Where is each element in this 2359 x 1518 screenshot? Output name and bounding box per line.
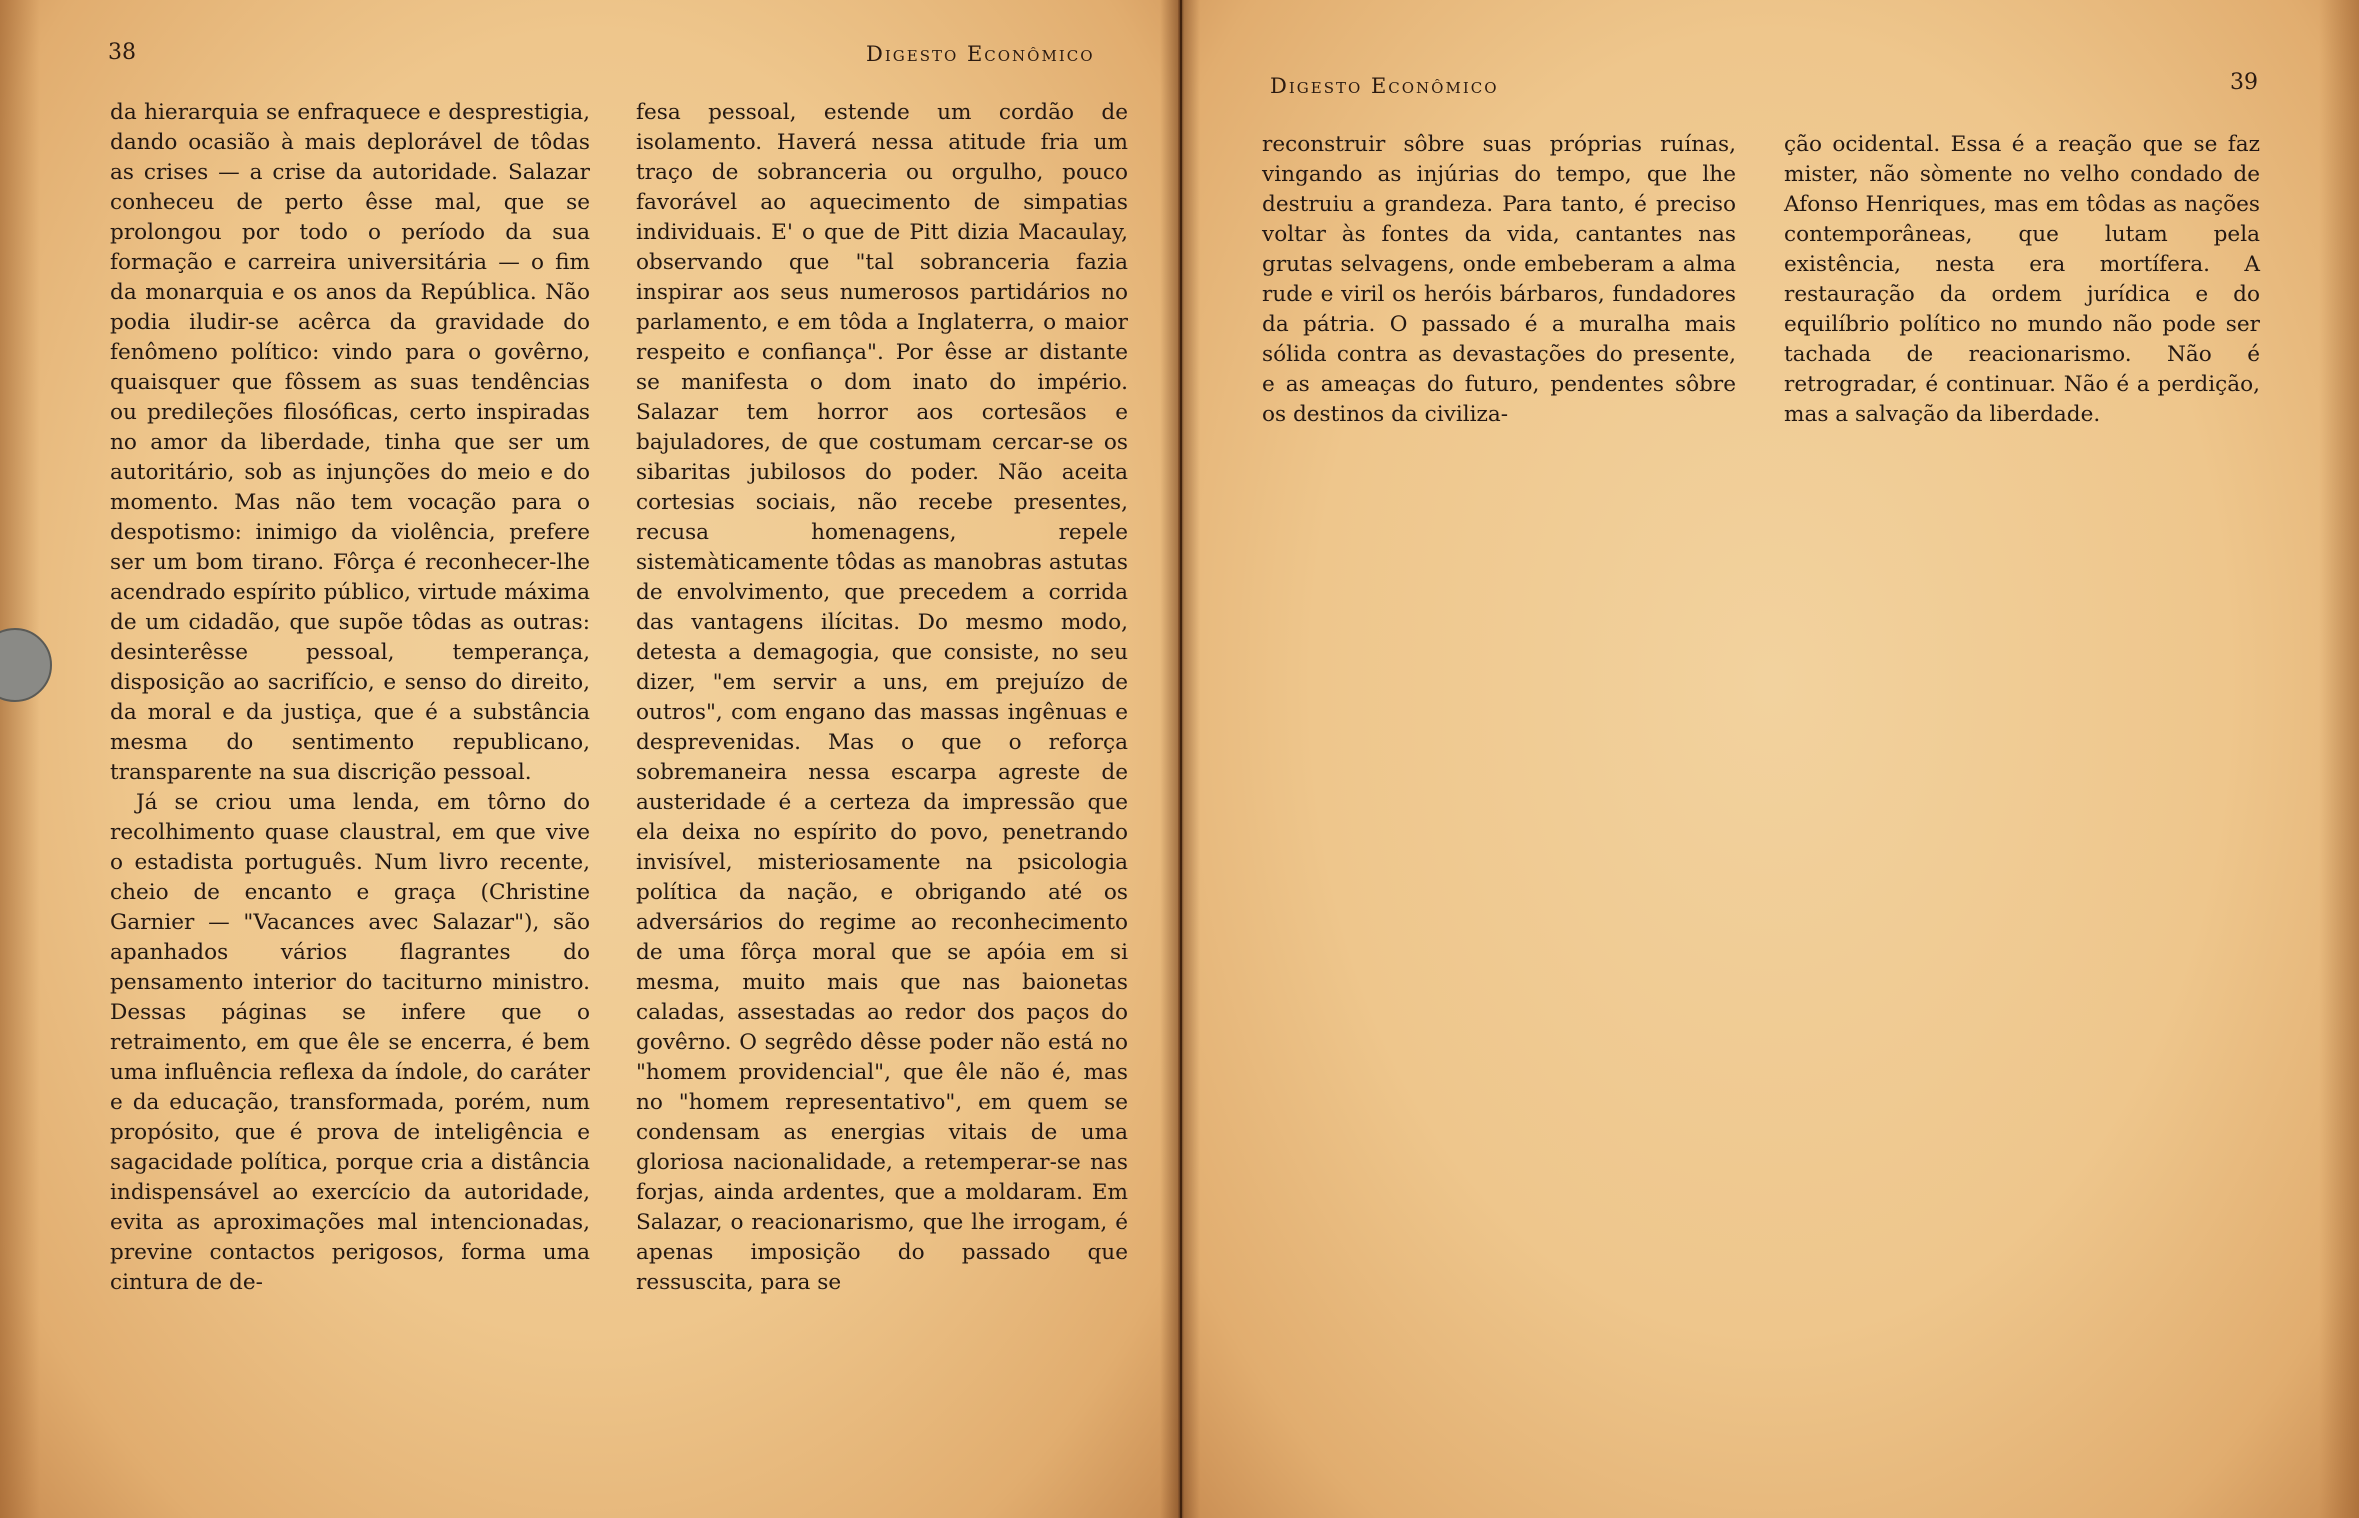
book-gutter [1160,0,1200,1518]
paragraph: da hierarquia se enfraquece e desprestigia, dando ocasião à mais deplorável de tôdas as crises — a crise da autoridade. Salazar conheceu de perto êsse mal, que se prolongou por todo o período da sua formação e carreira universitária — o fim da monarquia e os anos da República. Não podia iludir-se acêrca da gravidade do fenômeno político: vindo para o govêrno, quaisquer que fôssem as suas tendências ou predileções filosóficas, certo inspiradas no amor da liberdade, tinha que ser um autoritário, sob as injunções do meio e do momento. Mas não tem vocação para o despotismo: inimigo da violência, prefere ser um bom tirano. Fôrça é reconhecer-lhe acendrado espírito público, virtude máxima de um cidadão, que supõe tôdas as outras: desinterêsse pessoal, temperança, disposição ao sacrifício, e senso do direito, da moral e da justiça, que é a substância mesma do sentimento republicano, transparente na sua discrição pessoal. [110,100,590,785]
paragraph: Já se criou uma lenda, em tôrno do recolhimento quase claustral, em que vive o estadista português. Num livro recente, cheio de encanto e graça (Christine Garnier — "Vacances avec Salazar"), são apanhados vários flagrantes do pensamento interior do taciturno ministro. Dessas páginas se infere que o retraimento, em que êle se encerra, é bem uma influência reflexa da índole, do caráter e da educação, transformada, porém, num propósito, que é prova de inteligência e sagacidade política, porque cria a distância indispensável ao exercício da autoridade, evita as aproximações mal intencionadas, previne contactos perigosos, forma uma cintura de de- [110,790,590,1295]
running-head: Digesto Econômico [1270,74,1499,98]
paragraph: reconstruir sôbre suas próprias ruínas, vingando as injúrias do tempo, que lhe destruiu a grandeza. Para tanto, é preciso voltar às fontes da vida, cantantes nas grutas selvagens, onde embeberam a alma rude e viril os heróis bárbaros, fundadores da pátria. O passado é a muralha mais sólida contra as devastações do presente, e as ameaças do futuro, pendentes sôbre os destinos da civiliza- [1262,132,1736,427]
text-column-1 [1262,130,1736,430]
paragraph: ção ocidental. Essa é a reação que se faz mister, não sòmente no velho condado de Afonso Henriques, mas em tôdas as nações contemporâneas, que lutam pela existência, nesta era mortífera. A restauração da ordem jurídica e do equilíbrio político no mundo não pode ser tachada de reacionarismo. Não é retrogradar, é continuar. Não é a perdição, mas a salvação da liberdade. [1784,132,2260,427]
page-number: 39 [2230,70,2258,95]
page-edge-shadow [0,0,40,1518]
right-page [1182,0,2359,1518]
paragraph: fesa pessoal, estende um cordão de isolamento. Haverá nessa atitude fria um traço de sobranceria ou orgulho, pouco favorável ao aquecimento de simpatias individuais. E' o que de Pitt dizia Macaulay, observando que "tal sobranceria fazia inspirar aos seus numerosos partidários no parlamento, e em tôda a Inglaterra, o maior respeito e confiança". Por êsse ar distante se manifesta o dom inato do império. Salazar tem horror aos cortesãos e bajuladores, de que costumam cercar-se os sibaritas jubilosos do poder. Não aceita cortesias sociais, não recebe presentes, recusa homenagens, repele sistemàticamente tôdas as manobras astutas de envolvimento, que precedem a corrida das vantagens ilícitas. Do mesmo modo, detesta a demagogia, que consiste, no seu dizer, "em servir a uns, em prejuízo de outros", com engano das massas ingênuas e desprevenidas. Mas o que o reforça sobremaneira nessa escarpa agreste de austeridade é a certeza da impressão que ela deixa no espírito do povo, penetrando invisível, misteriosamente na psicologia política da nação, e obrigando até os adversários do regime ao reconhecimento de uma fôrça moral que se apóia em si mesma, muito mais que nas baionetas caladas, assestadas ao redor dos paços do govêrno. O segrêdo dêsse poder não está no "homem providencial", que êle não é, mas no "homem representativo", em quem se condensam as energias vitais de uma gloriosa nacionalidade, a retemperar-se nas forjas, ainda ardentes, que a moldaram. Em Salazar, o reacionarismo, que lhe irrogam, é apenas imposição do passado que ressuscita, para se [636,100,1128,1295]
text-column-2 [636,98,1128,1298]
text-column-2 [1784,130,2260,430]
text-column-1 [110,98,590,1298]
page-number: 38 [108,40,136,65]
running-head: Digesto Econômico [866,42,1095,66]
page-edge-shadow [2319,0,2359,1518]
binder-tab [0,628,52,702]
